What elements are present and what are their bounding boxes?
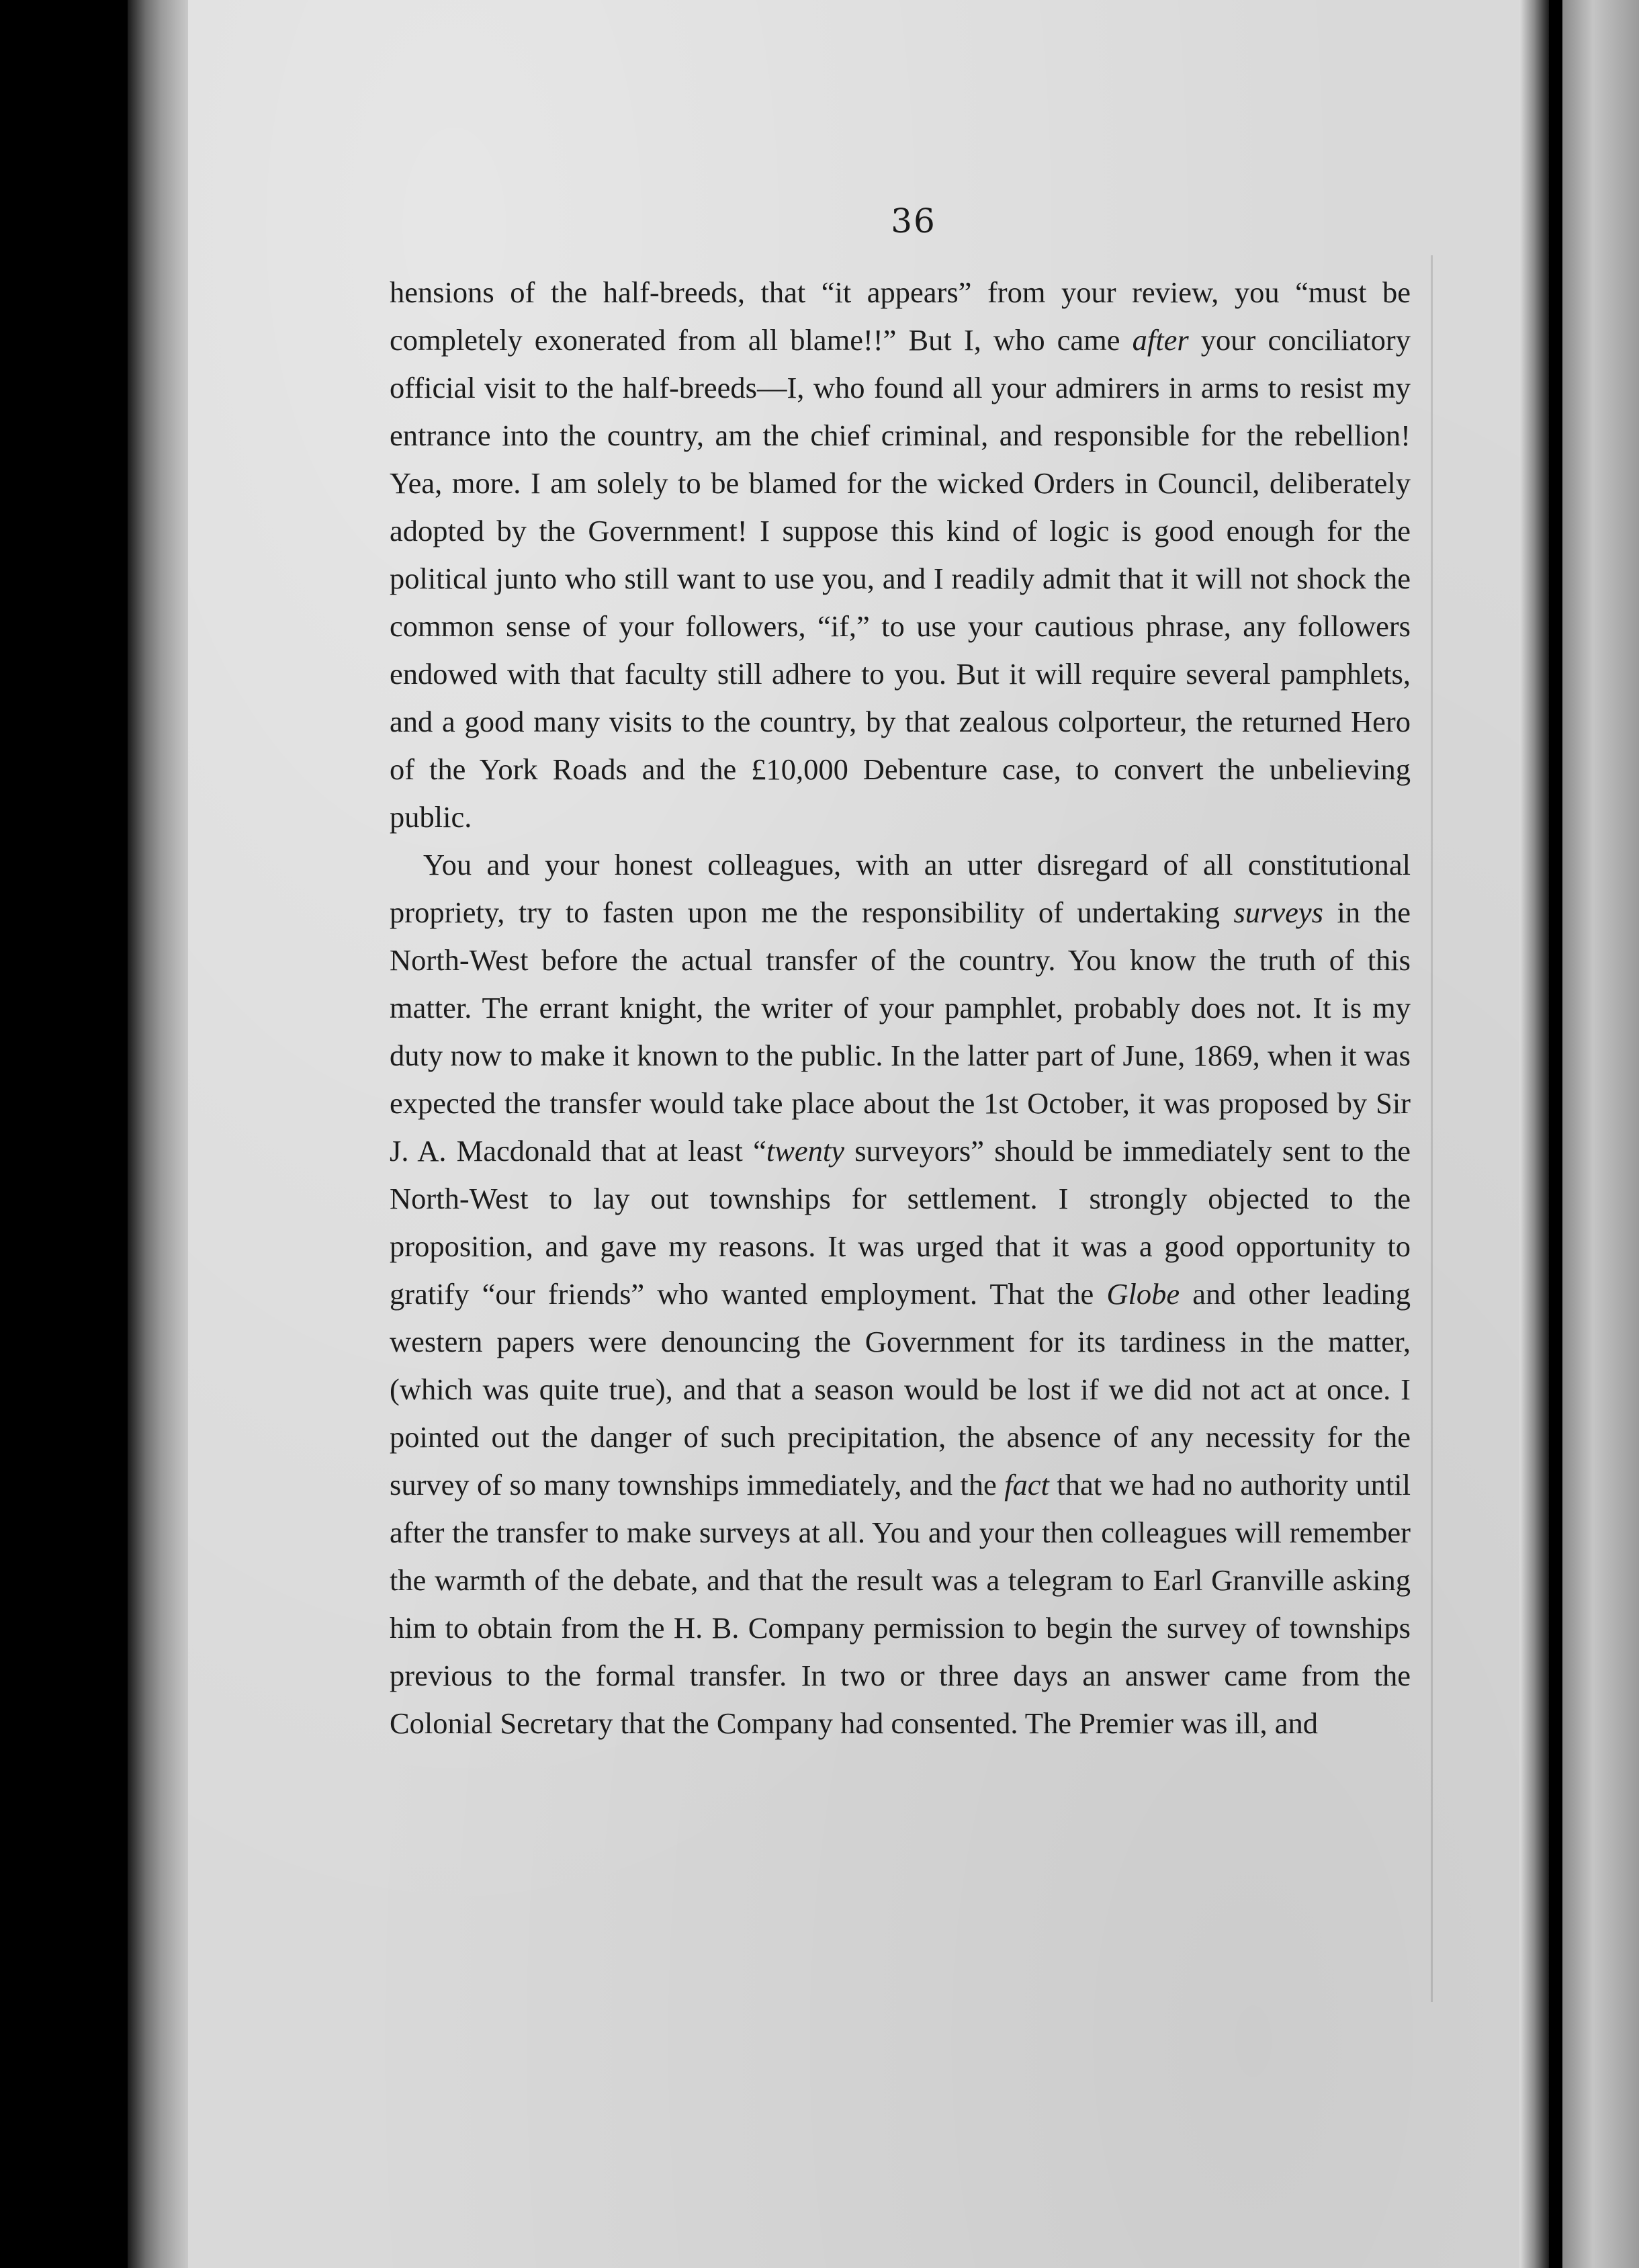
text-run: You and your honest colleagues, with an utter disregard of all constitutional propriety, try to fasten upon me the responsibility of undertaking — [390, 848, 1411, 929]
paragraph — [390, 841, 1411, 1747]
italic-text: fact — [1004, 1468, 1049, 1501]
paragraph — [390, 269, 1411, 841]
body-text — [390, 269, 1411, 1747]
text-run: that we had no authority until after the transfer to make surveys at all. You and your then colleagues will remember the warmth of the debate, and that the result was a telegram to Earl Granville asking him to obtain from the H. B. Company permission to begin the survey of townships previous to the formal transfer. In two or three days an answer came from the Colonial Secretary that the Company had consented. The Premier was ill, and — [390, 1468, 1411, 1740]
text-run: hensions of the half-breeds, that “it appears” from your review, you “must be completely exonerated from all blame!!” But I, who came — [390, 275, 1411, 357]
text-run: and other leading western papers were denouncing the Government for its tardiness in the matter, (which was quite true), and that a season would be lost if we did not act at once. I pointed out the danger of such precipitation, the absence of any necessity for the survey of so many townships immediately, and the — [390, 1277, 1411, 1501]
italic-text: Globe — [1106, 1277, 1180, 1311]
page-number: 36 — [891, 202, 936, 241]
facing-page-edge — [1562, 0, 1639, 2268]
text-run: in the North-West before the actual transfer of the country. You know the truth of this matter. The errant knight, the writer of your pamphlet, probably does not. It is my duty now to make it known to the public. In the latter part of June, 1869, when it was expected the transfer would take place about the 1st October, it was proposed by Sir J. A. Macdonald that at least “ — [390, 896, 1411, 1168]
show-through-line — [1431, 255, 1433, 2002]
italic-text: surveys — [1233, 896, 1323, 929]
italic-text: twenty — [766, 1134, 844, 1168]
page-edge-right — [1519, 0, 1549, 2268]
binding-edge-left — [128, 0, 188, 2268]
text-run: your conciliatory official visit to the half-breeds—I, who found all your admirers in arms to resist my entrance into the country, am the chief criminal, and responsible for the rebellion! Yea, more. I am solely to be blamed for the wicked Orders in Council, deliberately adopted by the Government! I suppose this kind of logic is good enough for the political junto who still want to use you, and I readily admit that it will not shock the common sense of your followers, “if,” to use your cautious phrase, any followers endowed with that faculty still adhere to you. But it will require several pamphlets, and a good many visits to the country, by that zealous colporteur, the returned Hero of the York Roads and the £10,000 Debenture case, to convert the unbelieving public. — [390, 323, 1411, 834]
italic-text: after — [1132, 323, 1189, 357]
text-run: surveyors” should be immediately sent to the North-West to lay out townships for settlement. I strongly objected to the proposition, and gave my reasons. It was urged that it was a good opportunity to gratify “our friends” who wanted employment. That the — [390, 1134, 1411, 1311]
